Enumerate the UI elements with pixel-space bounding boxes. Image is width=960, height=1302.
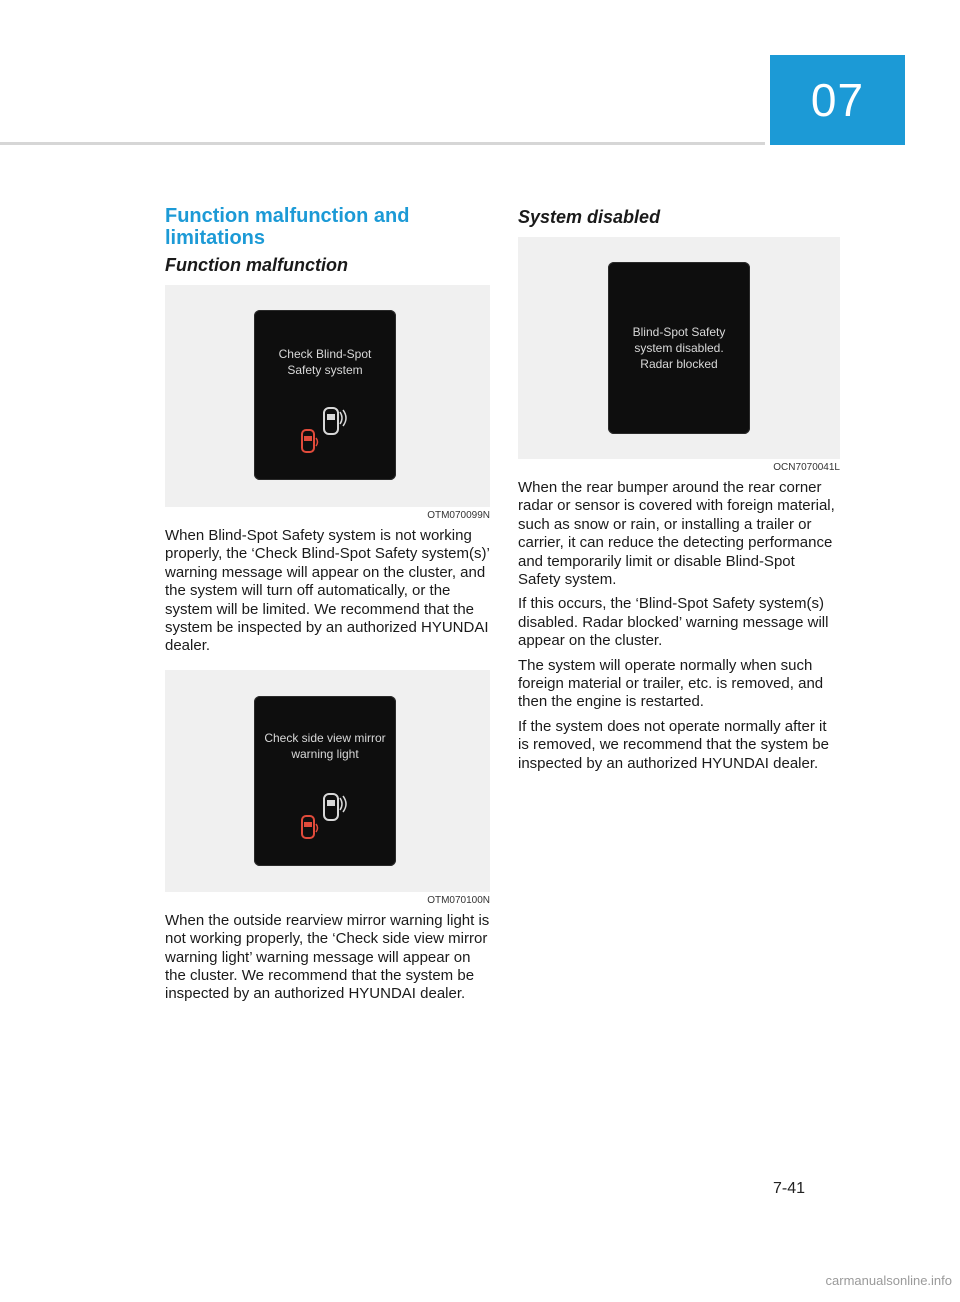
- figure-code: OTM070100N: [427, 894, 490, 906]
- paragraph-disabled-2: If this occurs, the ‘Blind-Spot Safety system(s) disabled. Radar blocked’ warning message will appear on the cluster.: [518, 595, 829, 650]
- paragraph-malfunction: When Blind-Spot Safety system is not working properly, the ‘Check Blind-Spot Safety system(s)’ warning message will appear on the cluster, and the system will turn off automatically, or the system will be limited. We recommend that the system be inspected by an authorized HYUNDAI dealer.: [165, 527, 490, 655]
- chapter-tab: 07: [770, 55, 905, 145]
- header-rule: [0, 142, 765, 145]
- paragraph-side-mirror: When the outside rearview mirror warning light is not working properly, the ‘Check side view mirror warning light’ warning message will appear on the cluster. We recommend that the system be inspected by an authorized HYUNDAI dealer.: [165, 911, 490, 1003]
- subsection-title-disabled: System disabled: [518, 207, 661, 227]
- paragraph-disabled-1: When the rear bumper around the rear corner radar or sensor is covered with foreign material, such as snow or rain, or installing a trailer or carrier, it can reduce the detecting performance and temporarily limit or disable Blind-Spot Safety system.: [518, 479, 835, 589]
- paragraph-disabled-4: If the system does not operate normally after it is removed, we recommend that the system be inspected by an authorized HYUNDAI dealer.: [518, 717, 829, 772]
- cluster-screen: [254, 696, 396, 866]
- figure-code: OCN7070041L: [773, 462, 840, 473]
- figure-check-blind-spot: [165, 285, 490, 507]
- cluster-message: Check Blind-Spot Safety system: [278, 347, 372, 377]
- cluster-screen: [608, 262, 750, 434]
- paragraph-disabled-3: The system will operate normally when such foreign material or trailer, etc. is removed, and then the engine is restarted.: [518, 656, 824, 711]
- subsection-title-malfunction: Function malfunction: [165, 255, 348, 275]
- right-column: [518, 205, 840, 773]
- cluster-message: Check side view mirror warning light: [264, 730, 386, 761]
- blind-spot-cars-icon: [296, 402, 356, 462]
- cluster-screen: [254, 310, 396, 480]
- figure-code: OTM070099N: [427, 510, 490, 521]
- figure-system-disabled: [518, 237, 840, 459]
- cluster-message: Blind-Spot Safety system disabled. Radar blocked: [632, 325, 726, 371]
- blind-spot-cars-icon: [296, 788, 356, 848]
- left-column: [165, 205, 490, 1004]
- section-title: Function malfunction and limitations: [165, 205, 410, 249]
- watermark: carmanualsonline.info: [825, 1273, 952, 1288]
- page-number: 7-41: [772, 1180, 805, 1197]
- figure-check-side-mirror: [165, 670, 490, 892]
